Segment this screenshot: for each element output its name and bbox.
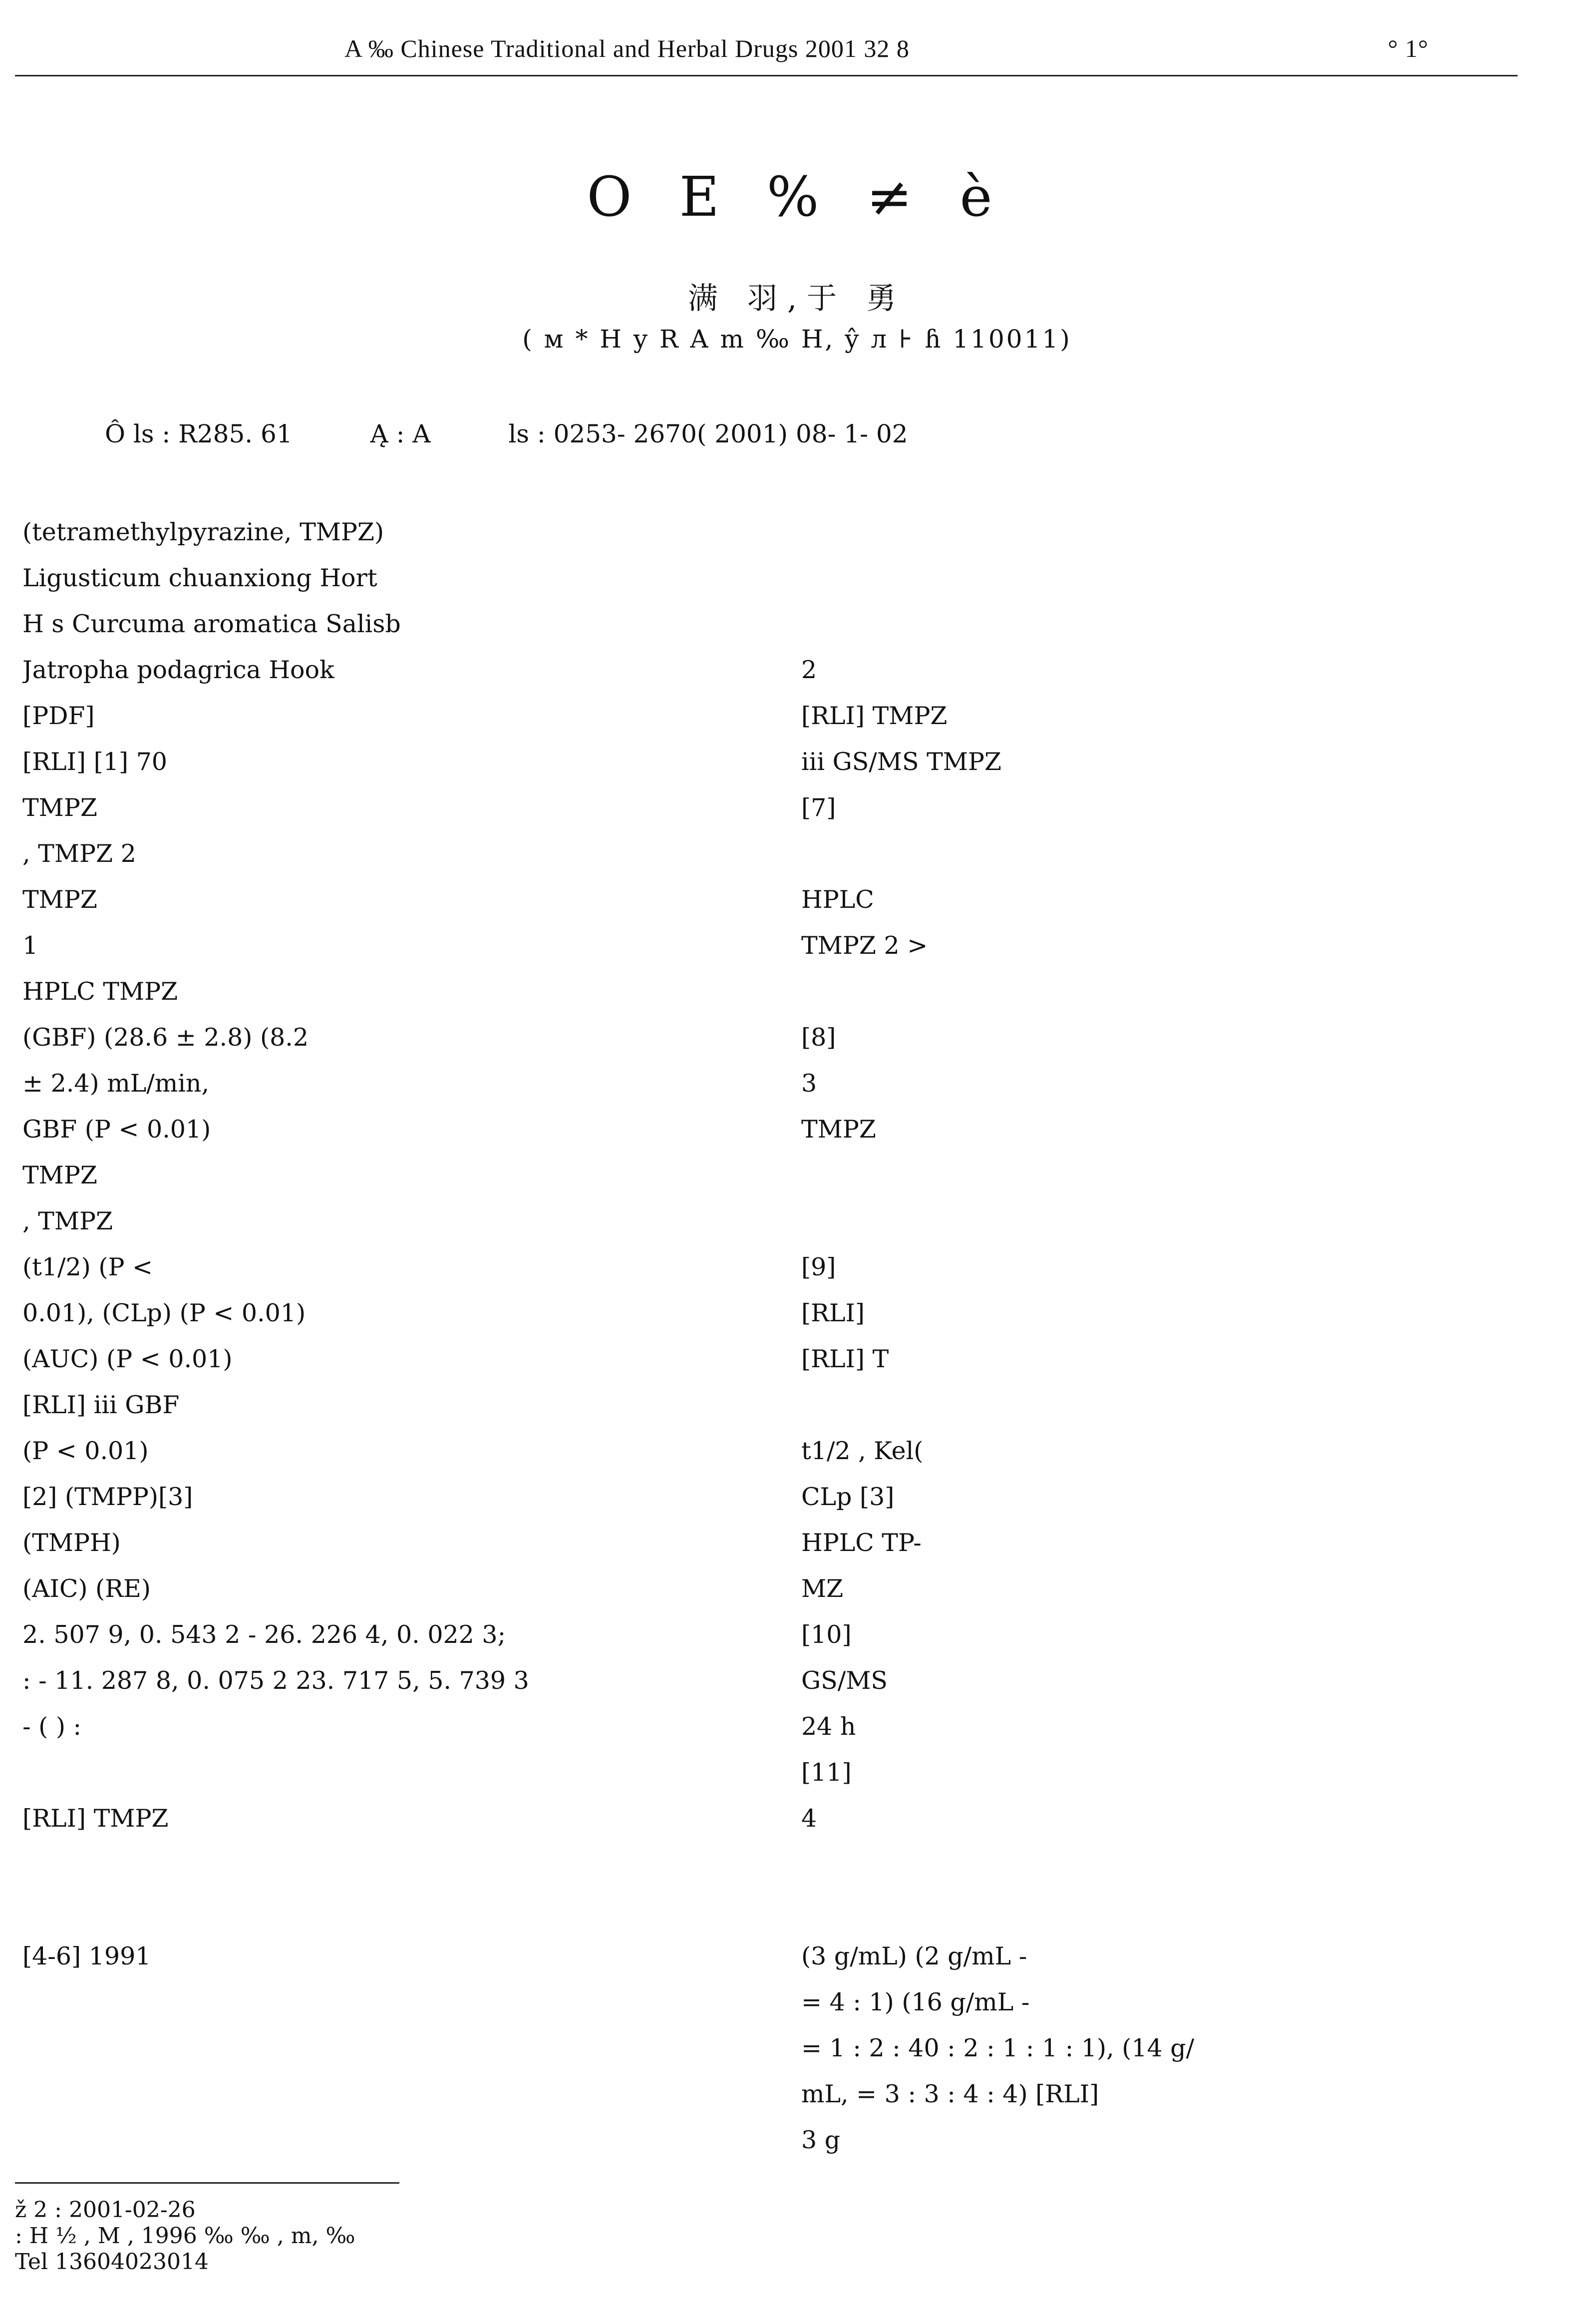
text-line: , TMPZ — [22, 1207, 113, 1235]
text-line: TMPZ — [22, 885, 97, 914]
text-line: [RLI] [1] 70 — [22, 748, 167, 776]
text-line: [7] — [801, 793, 836, 822]
text-line: (tetramethylpyrazine, TMPZ) — [22, 518, 384, 546]
text-line — [801, 1842, 1520, 1888]
text-line: HPLC TMPZ — [22, 977, 178, 1006]
text-line: 3 — [801, 1069, 817, 1098]
text-line: GS/MS — [801, 1666, 888, 1695]
text-line: [8] — [801, 1023, 836, 1052]
text-line: TMPZ — [801, 1115, 876, 1144]
text-line: [4-6] 1991 — [22, 1942, 151, 1970]
classification-line — [105, 419, 1453, 448]
author-bio: : H ½ , M , 1996 ‰ ‰ , m, ‰ — [15, 2223, 355, 2249]
text-line: (3 g/mL) (2 g/mL - — [801, 1942, 1027, 1970]
text-line — [801, 1888, 1520, 1934]
text-line: 4 — [801, 1804, 817, 1833]
document-code: Ą : A — [370, 419, 431, 448]
text-line — [801, 601, 1520, 647]
text-line: (AUC) (P < 0.01) — [22, 1345, 233, 1373]
text-line: 1 — [22, 931, 38, 960]
text-line: = 4 : 1) (16 g/mL - — [801, 1988, 1030, 2016]
text-line: TMPZ 2 > — [801, 931, 928, 960]
text-line — [801, 555, 1520, 601]
text-line: [RLI] T — [801, 1345, 889, 1373]
page-number: ° 1° — [1388, 34, 1429, 62]
text-line — [801, 1198, 1520, 1244]
text-line: = 1 : 2 : 40 : 2 : 1 : 1 : 1), (14 g/ — [801, 2034, 1195, 2062]
text-line — [22, 1888, 741, 1934]
affiliation: ( м * H y R A m ‰ H, ŷ л ⊦ ɦ 110011) — [522, 325, 1072, 354]
text-line: (GBF) (28.6 ± 2.8) (8.2 — [22, 1023, 309, 1052]
text-line: TMPZ — [22, 793, 97, 822]
text-line — [801, 969, 1520, 1015]
text-line: HPLC TP- — [801, 1529, 922, 1557]
authors: 满 羽,于 勇 — [687, 281, 907, 316]
text-line: : - 11. 287 8, 0. 075 2 23. 717 5, 5. 739 3 — [22, 1666, 529, 1695]
text-line: 2. 507 9, 0. 543 2 - 26. 226 4, 0. 022 3; — [22, 1620, 506, 1649]
text-line: - ( ) : — [22, 1712, 82, 1741]
article-id: ls : 0253- 2670( 2001) 08- 1- 02 — [508, 419, 908, 448]
text-line — [22, 1750, 741, 1796]
text-line: (TMPH) — [22, 1529, 121, 1557]
text-line: (t1/2) (P < — [22, 1253, 153, 1281]
text-line: CLp [3] — [801, 1483, 895, 1511]
text-line: [RLI] TMPZ — [22, 1804, 169, 1833]
text-line: ± 2.4) mL/min, — [22, 1069, 210, 1098]
text-line: , TMPZ 2 — [22, 839, 136, 868]
clc-number: Ô ls : R285. 61 — [105, 419, 293, 448]
text-line: t1/2 , Kel( — [801, 1437, 924, 1465]
text-line: iii GS/MS TMPZ — [801, 748, 1001, 776]
text-line: [RLI] TMPZ — [801, 702, 948, 730]
running-header — [0, 29, 1594, 79]
text-line: 2 — [801, 656, 817, 684]
text-line: HPLC — [801, 885, 874, 914]
telephone: Tel 13604023014 — [15, 2249, 209, 2275]
text-line: Ligusticum chuanxiong Hort — [22, 564, 377, 592]
text-line: [9] — [801, 1253, 836, 1281]
text-line: (P < 0.01) — [22, 1437, 149, 1465]
article-title: O E % ≠ è — [587, 165, 1007, 229]
text-line: GBF (P < 0.01) — [22, 1115, 211, 1144]
text-line: [PDF] — [22, 702, 95, 730]
footnote — [15, 2197, 1563, 2275]
text-line: [11] — [801, 1758, 852, 1787]
text-line: [RLI] iii GBF — [22, 1391, 180, 1419]
text-line: (AIC) (RE) — [22, 1574, 151, 1603]
right-column — [801, 509, 1520, 2163]
text-line — [801, 831, 1520, 877]
text-line — [22, 1842, 741, 1888]
left-column — [22, 509, 741, 1979]
journal-header: A ‰ Chinese Traditional and Herbal Drugs 2001 32 8 — [344, 34, 910, 62]
text-line: [10] — [801, 1620, 852, 1649]
text-line — [801, 1382, 1520, 1428]
text-line: 3 g — [801, 2126, 841, 2154]
header-rule — [15, 75, 1518, 76]
received-date: ž 2 : 2001-02-26 — [15, 2197, 196, 2223]
text-line: 24 h — [801, 1712, 856, 1741]
text-line: Jatropha podagrica Hook — [22, 656, 334, 684]
text-line: MZ — [801, 1574, 844, 1603]
text-line: 0.01), (CLp) (P < 0.01) — [22, 1299, 306, 1327]
text-line: TMPZ — [22, 1161, 97, 1189]
text-line: mL, = 3 : 3 : 4 : 4) [RLI] — [801, 2080, 1099, 2108]
text-line — [801, 1153, 1520, 1198]
footnote-rule — [15, 2182, 399, 2184]
text-line — [801, 509, 1520, 555]
text-line: H s Curcuma aromatica Salisb — [22, 610, 401, 638]
text-line: [RLI] — [801, 1299, 865, 1327]
text-line: [2] (TMPP)[3] — [22, 1483, 193, 1511]
